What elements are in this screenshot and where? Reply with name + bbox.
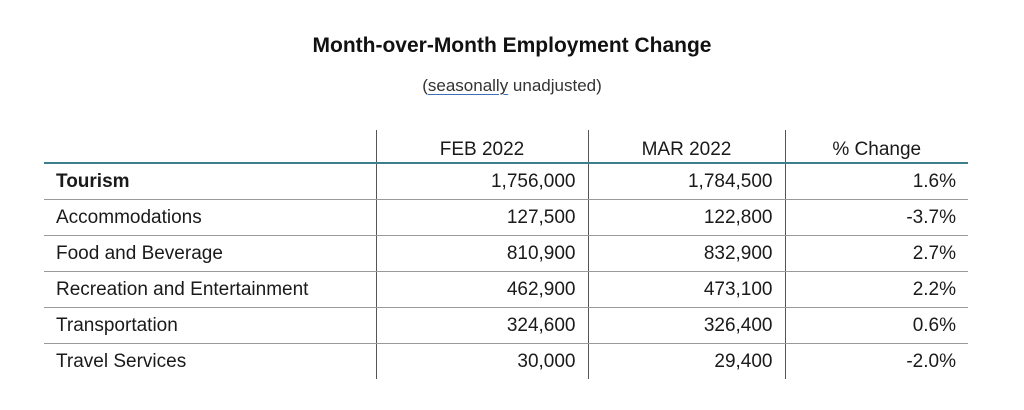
row-label: Transportation: [44, 308, 376, 344]
cell-change: 2.7%: [785, 236, 968, 272]
subtitle-open-paren: (: [422, 76, 428, 95]
employment-table: [44, 130, 968, 379]
cell-mar: 122,800: [588, 200, 785, 236]
header-mar-2022: MAR 2022: [588, 130, 785, 163]
cell-change: -3.7%: [785, 200, 968, 236]
row-label: Recreation and Entertainment: [44, 272, 376, 308]
cell-change: 2.2%: [785, 272, 968, 308]
subtitle-underlined-word: seasonally: [427, 76, 509, 95]
table-subtitle: [0, 76, 1024, 96]
table-row-travel-services: [44, 344, 968, 380]
cell-mar: 29,400: [588, 344, 785, 380]
cell-feb: 1,756,000: [376, 163, 588, 200]
table-row-recreation: [44, 272, 968, 308]
subtitle-rest: unadjusted): [508, 76, 602, 95]
cell-feb: 810,900: [376, 236, 588, 272]
cell-mar: 1,784,500: [588, 163, 785, 200]
header-percent-change: % Change: [785, 130, 968, 163]
header-feb-2022: FEB 2022: [376, 130, 588, 163]
cell-change: 1.6%: [785, 163, 968, 200]
cell-mar: 832,900: [588, 236, 785, 272]
table-row-food-and-beverage: [44, 236, 968, 272]
cell-mar: 473,100: [588, 272, 785, 308]
table-row-transportation: [44, 308, 968, 344]
table-row-tourism: [44, 163, 968, 200]
row-label: Tourism: [44, 163, 376, 200]
table-row-accommodations: [44, 200, 968, 236]
cell-feb: 30,000: [376, 344, 588, 380]
cell-feb: 324,600: [376, 308, 588, 344]
row-label: Accommodations: [44, 200, 376, 236]
table-header-row: [44, 130, 968, 163]
cell-feb: 462,900: [376, 272, 588, 308]
table-title: Month-over-Month Employment Change: [312, 34, 712, 57]
header-category: [44, 130, 376, 163]
cell-change: 0.6%: [785, 308, 968, 344]
cell-mar: 326,400: [588, 308, 785, 344]
row-label: Travel Services: [56, 350, 187, 372]
cell-change: -2.0%: [785, 344, 968, 380]
cell-feb: 127,500: [376, 200, 588, 236]
row-label: Food and Beverage: [44, 236, 376, 272]
